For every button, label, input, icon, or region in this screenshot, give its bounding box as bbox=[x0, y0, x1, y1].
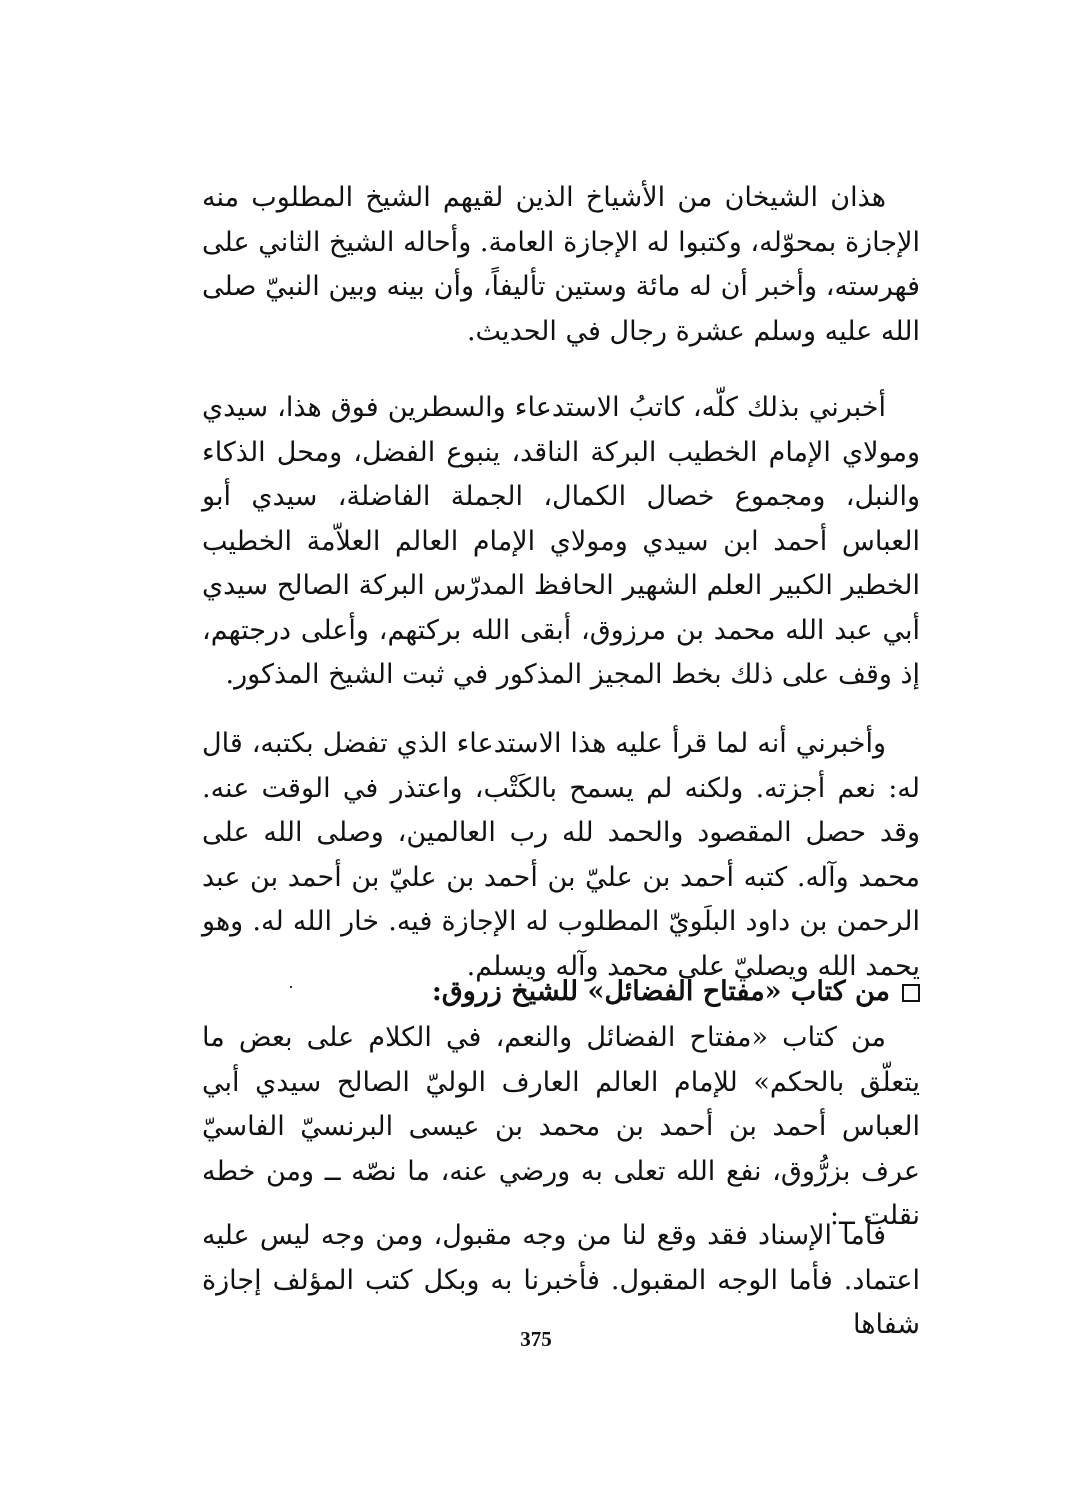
paragraph-3 bbox=[202, 722, 920, 989]
paragraph-text: هذان الشيخان من الأشياخ الذين لقيهم الشيخ المطلوب منه الإجازة بمحوّله، وكتبوا له الإجازة العامة. وأحاله الشيخ الثاني على فهرسته، وأخبر أن له مائة وستين تأليفاً، وأن بينه وبين النبيّ صلى الله عليه وسلم عشرة رجال في الحديث. bbox=[202, 182, 920, 347]
paragraph-4 bbox=[202, 1016, 920, 1239]
section-heading-text: من كتاب «مفتاح الفضائل» للشيخ زروق: bbox=[431, 976, 890, 1007]
paragraph-text: من كتاب «مفتاح الفضائل والنعم، في الكلام على بعض ما يتعلّق بالحكم» للإمام العالم العارف الوليّ الصالح سيدي أبي العباس أحمد بن أحمد بن محمد بن عيسى البرنسيّ الفاسيّ عرف بزرُّوق، نفع الله تعلى به ورضي عنه، ما نصّه ــ ومن خطه نقلت ــ: bbox=[202, 1022, 920, 1231]
paragraph-1 bbox=[202, 176, 920, 354]
section-heading bbox=[202, 970, 920, 1015]
square-bullet-icon bbox=[902, 984, 920, 1002]
page-number: 375 bbox=[520, 1327, 552, 1351]
paragraph-text: وأخبرني أنه لما قرأ عليه هذا الاستدعاء الذي تفضل بكتبه، قال له: نعم أجزته. ولكنه لم يسمح بالكَتْب، واعتذر في الوقت عنه. وقد حصل المقصود والحمد لله رب العالمين، وصلى الله على محمد وآله. كتبه أحمد بن عليّ بن أحمد بن عليّ بن أحمد بن عبد الرحمن بن داود البلَويّ المطلوب له الإجازة فيه. خار الله له. وهو يحمد الله ويصليّ على محمد وآله ويسلم. bbox=[202, 728, 920, 982]
paragraph-2 bbox=[202, 386, 920, 698]
paragraph-text: فأما الإسناد فقد وقع لنا من وجه مقبول، ومن وجه ليس عليه اعتماد. فأما الوجه المقبول. فأخبرنا به وبكل كتب المؤلف إجازة شفاها bbox=[202, 1220, 920, 1340]
stray-mark bbox=[290, 986, 292, 988]
paragraph-text: أخبرني بذلك كلّه، كاتبُ الاستدعاء والسطرين فوق هذا، سيدي ومولاي الإمام الخطيب البركة الناقد، ينبوع الفضل، ومحل الذكاء والنبل، ومجموع خصال الكمال، الجملة الفاضلة، سيدي أبو العباس أحمد ابن سيدي ومولاي الإمام العالم العلاّمة الخطيب الخطير الكبير العلم الشهير الحافظ المدرّس البركة الصالح سيدي أبي عبد الله محمد بن مرزوق، أبقى الله بركتهم، وأعلى درجتهم، إذ وقف على ذلك بخط المجيز المذكور في ثبت الشيخ المذكور. bbox=[202, 392, 920, 690]
